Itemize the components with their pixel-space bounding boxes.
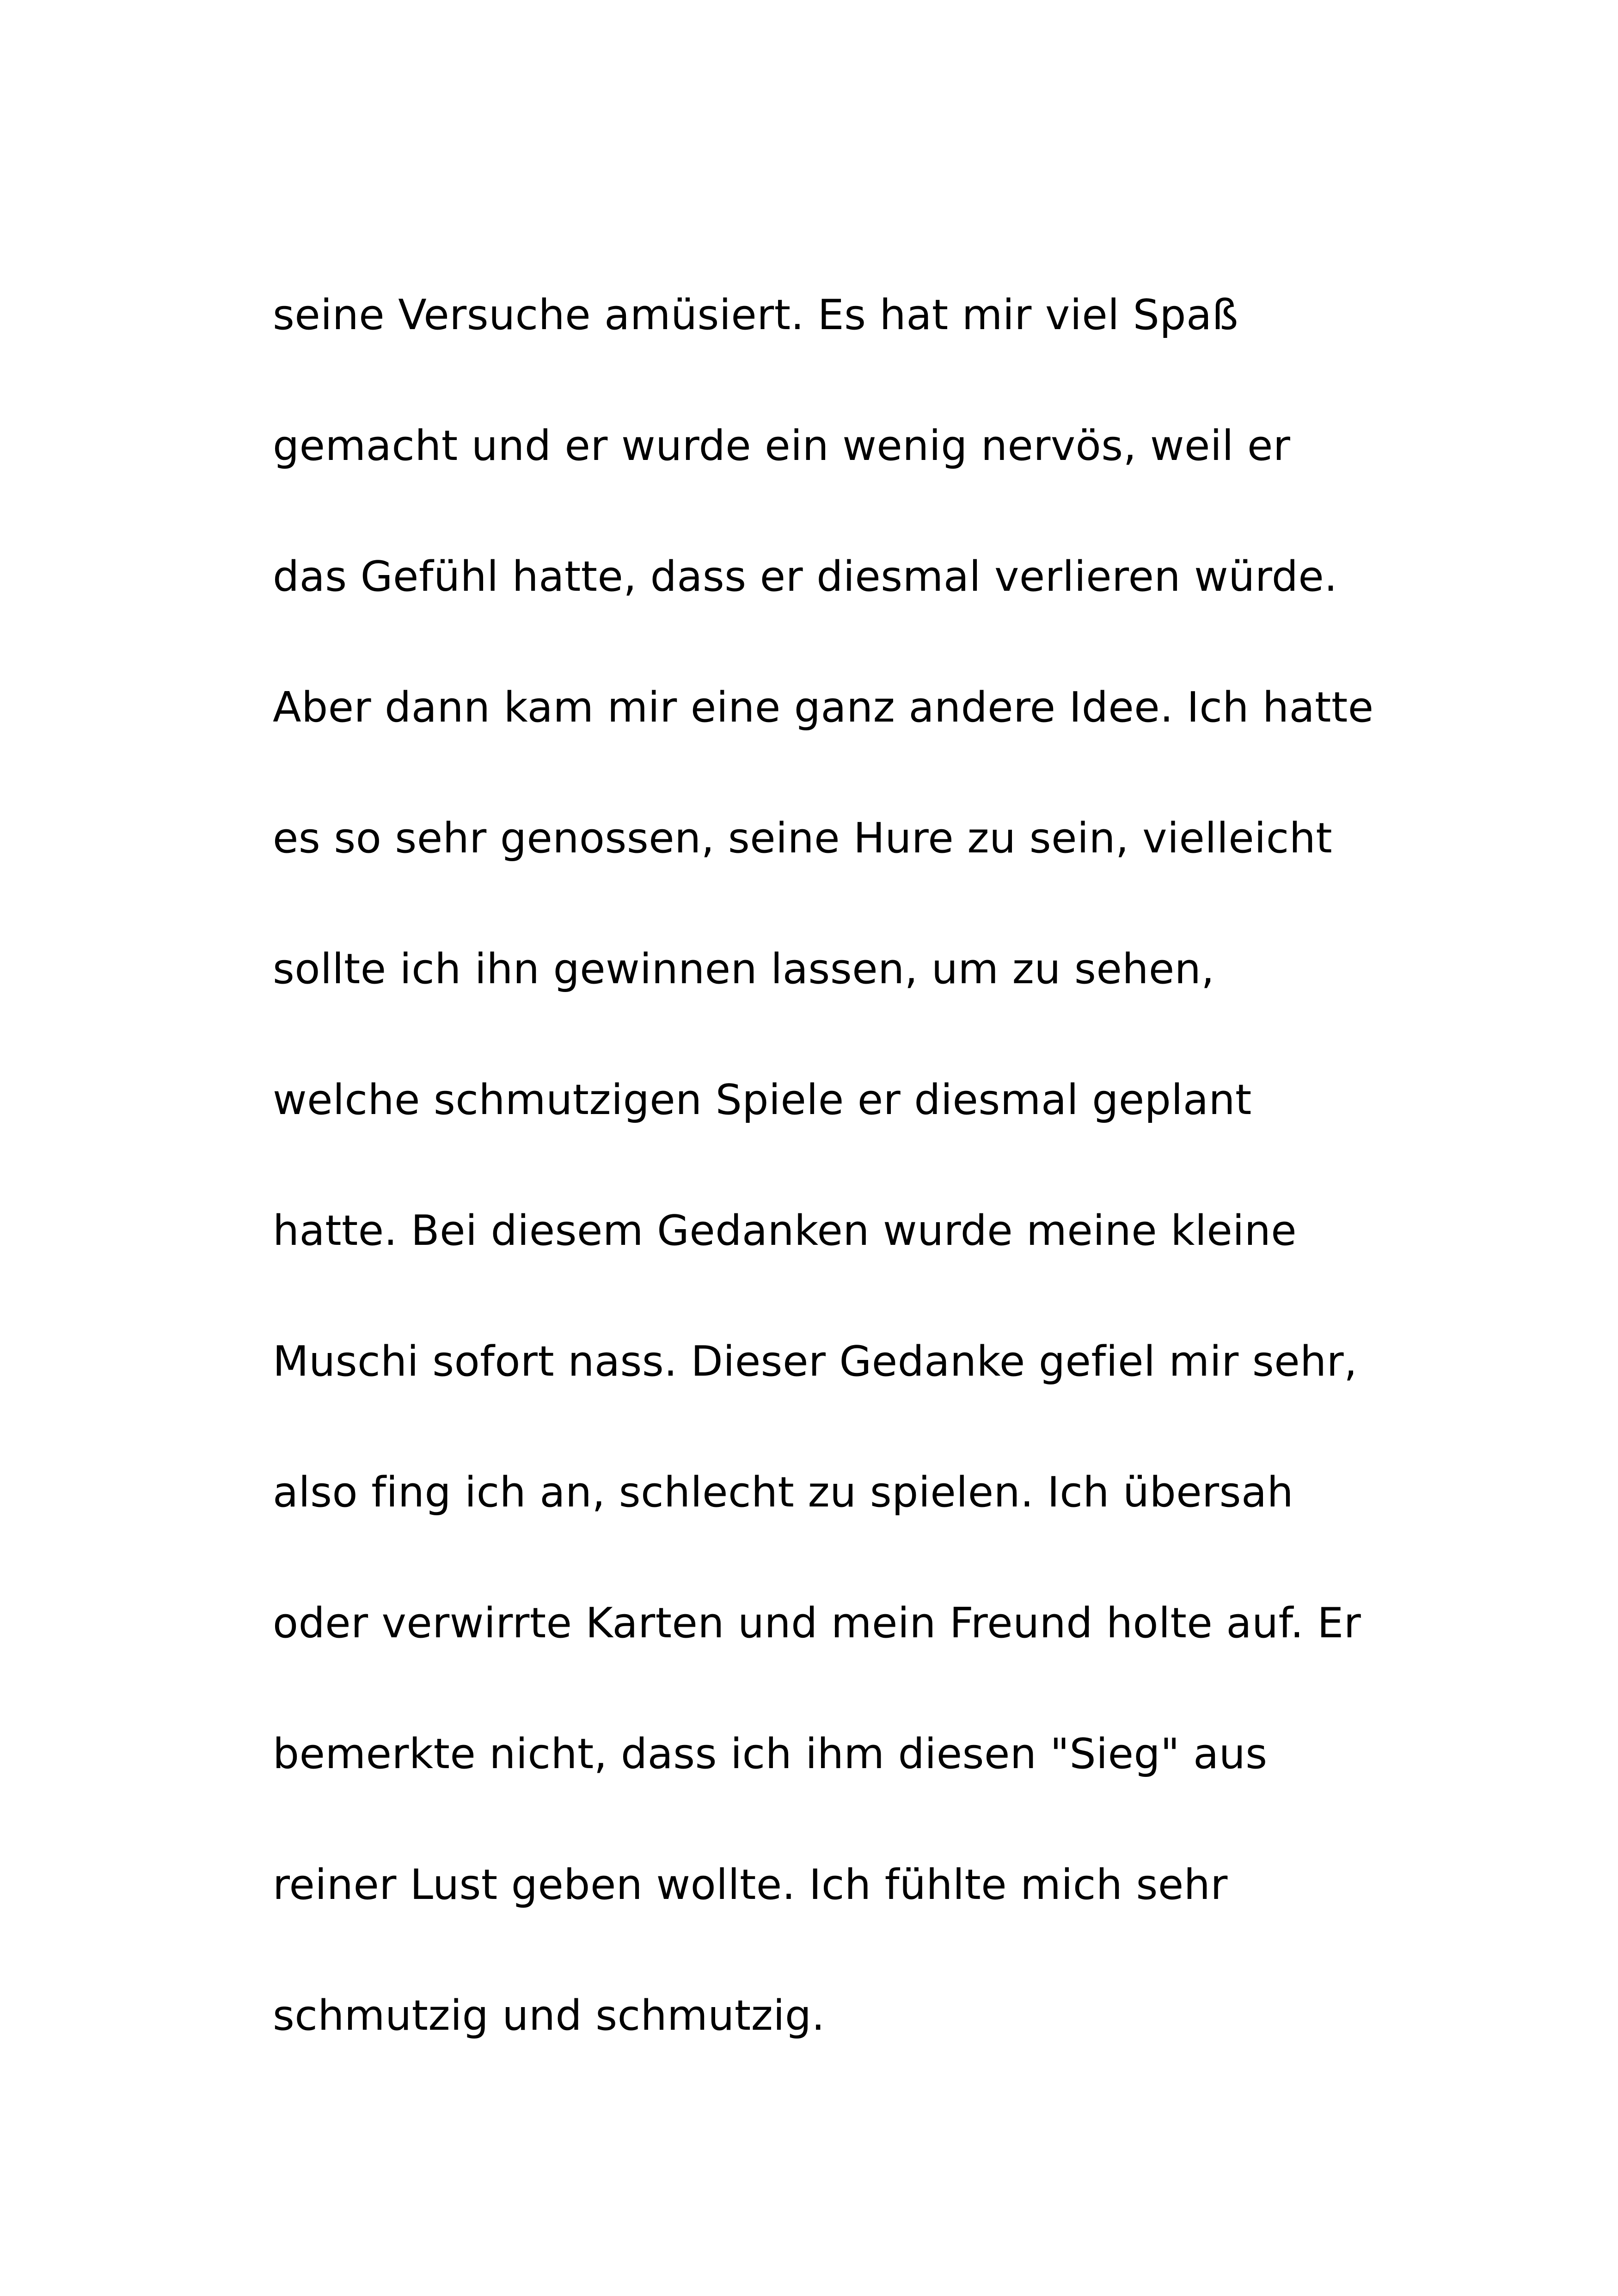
text-line: welche schmutzigen Spiele er diesmal geplant [273,1076,1252,1124]
text-line: bemerkte nicht, dass ich ihm diesen "Sieg" aus [273,1730,1268,1778]
text-line: es so sehr genossen, seine Hure zu sein, vielleicht [273,814,1333,863]
text-line: also fing ich an, schlecht zu spielen. Ich übersah [273,1468,1294,1517]
text-line: Aber dann kam mir eine ganz andere Idee. Ich hatte [273,683,1374,732]
text-line: seine Versuche amüsiert. Es hat mir viel Spaß [273,291,1238,339]
text-line: sollte ich ihn gewinnen lassen, um zu sehen, [273,945,1215,993]
text-line: gemacht und er wurde ein wenig nervös, weil er [273,422,1291,470]
text-line: das Gefühl hatte, dass er diesmal verlieren würde. [273,552,1338,601]
text-line: reiner Lust geben wollte. Ich fühlte mich sehr [273,1861,1228,1909]
text-line: schmutzig und schmutzig. [273,1991,825,2040]
text-line: Muschi sofort nass. Dieser Gedanke gefiel mir sehr, [273,1337,1358,1386]
body-text [273,250,1576,2081]
text-line: oder verwirrte Karten und mein Freund holte auf. Er [273,1599,1361,1647]
text-line: hatte. Bei diesem Gedanken wurde meine kleine [273,1206,1297,1255]
